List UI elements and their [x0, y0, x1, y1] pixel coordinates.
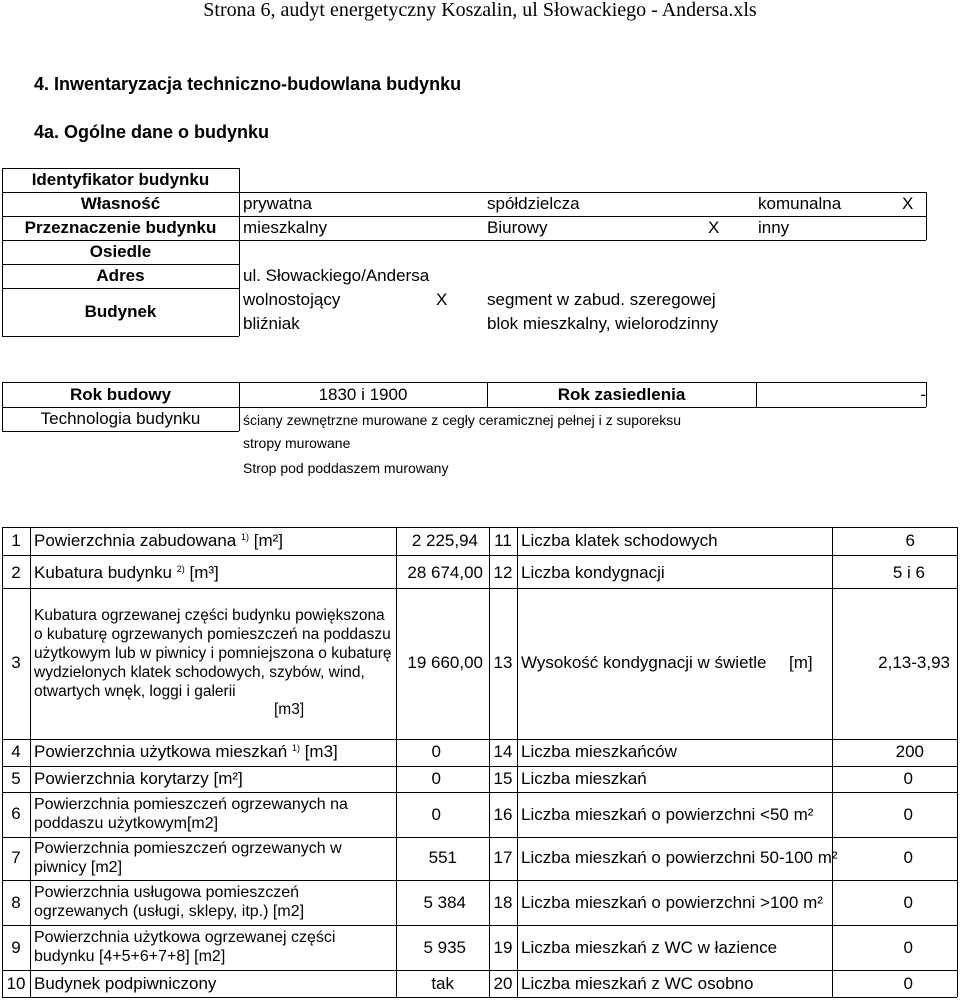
row-4-value: 0 [431, 742, 441, 761]
row-6-value: 0 [431, 805, 441, 824]
row-4-label: Powierzchnia użytkowa mieszkań $^{1)}$ [m3] [34, 742, 338, 761]
row-11-value: 6 [905, 531, 915, 550]
row-12-label: Liczba kondygnacji [521, 563, 665, 582]
row-13-number: 13 [493, 653, 513, 672]
row-20-number: 20 [493, 974, 513, 993]
row-3-number: 3 [11, 653, 21, 672]
row-20-label: Liczba mieszkań z WC osobno [521, 974, 754, 993]
row-2-value: 28 674,00 [407, 563, 483, 582]
row-5-label: Powierzchnia korytarzy [m²] [34, 769, 243, 788]
row-11-number: 11 [494, 531, 512, 550]
row-16-number: 16 [493, 805, 513, 824]
row-5-value: 0 [431, 769, 441, 788]
rok-budowy-value: 1830 i 1900 [318, 385, 408, 404]
row-18-value: 0 [903, 893, 913, 912]
row-16-value: 0 [903, 805, 913, 824]
wlasnosc-label: Własność [80, 194, 161, 213]
row-10-value: tak [431, 974, 454, 993]
budynek-blizniak: bliźniak [243, 314, 300, 333]
row-2-label: Kubatura budynku $^{2)}$ [m³] [34, 563, 219, 582]
technologia-label: Technologia budynku [40, 409, 201, 428]
rok-zasiedlenia-value: - [920, 385, 926, 404]
row-14-label: Liczba mieszkańców [521, 742, 677, 761]
adres-value: ul. Słowackiego/Andersa [243, 266, 430, 285]
row-14-number: 14 [493, 742, 513, 761]
row-11-label: Liczba klatek schodowych [521, 531, 718, 550]
budynek-blok: blok mieszkalny, wielorodzinny [487, 314, 719, 333]
row-14-value: 200 [895, 742, 924, 761]
row-8-number: 8 [11, 893, 21, 912]
row-12-value: 5 i 6 [892, 563, 925, 582]
przeznaczenie-biurowy-mark: X [708, 218, 720, 237]
row-1-label: Powierzchnia zabudowana $^{1)}$ [m²] [34, 531, 284, 550]
row-19-value: 0 [903, 938, 913, 957]
row-6-label: Powierzchnia pomieszczeń ogrzewanych na poddaszu użytkowym[m2] [34, 796, 348, 832]
row-5-number: 5 [11, 769, 21, 788]
budynek-wolnostojacy-mark: X [436, 290, 448, 309]
wlasnosc-komunalna-mark: X [902, 194, 914, 213]
przeznaczenie-mieszkalny: mieszkalny [243, 218, 328, 237]
row-15-number: 15 [493, 769, 513, 788]
row-1-number: 1 [11, 531, 21, 550]
row-17-label: Liczba mieszkań o powierzchni 50-100 m² [521, 848, 838, 867]
row-15-label: Liczba mieszkań [521, 769, 647, 788]
technologia-line-3: Strop pod poddaszem murowany [243, 460, 449, 476]
row-13-unit: [m] [789, 653, 813, 672]
row-20-value: 0 [903, 974, 913, 993]
row-16-label: Liczba mieszkań o powierzchni <50 m² [521, 805, 814, 824]
przeznaczenie-label: Przeznaczenie budynku [24, 218, 217, 237]
row-19-number: 19 [493, 938, 513, 957]
rok-budowy-label: Rok budowy [69, 385, 172, 404]
row-7-value: 551 [428, 848, 457, 867]
section-title: 4. Inwentaryzacja techniczno-budowlana budynku [34, 74, 462, 94]
wlasnosc-prywatna: prywatna [243, 194, 312, 213]
wlasnosc-spoldzielcza: spółdzielcza [487, 194, 580, 213]
budynek-segment: segment w zabud. szeregowej [487, 290, 716, 309]
adres-label: Adres [96, 266, 145, 285]
row-7-number: 7 [11, 848, 21, 867]
technologia-line-1: ściany zewnętrzne murowane z cegły ceramicznej pełnej i z suporeksu [243, 412, 682, 428]
wlasnosc-komunalna: komunalna [758, 194, 842, 213]
row-17-number: 17 [493, 848, 513, 867]
row-3-label: Kubatura ogrzewanej części budynku powiększona o kubaturę ogrzewanych pomieszczeń na poddaszu użytkowym lub w piwnicy i pomniejszona o kubaturę wydzielonych klatek schodowych, szybów, wind, otwartych wnęk, loggi i galerii [34, 607, 392, 700]
row-8-label: Powierzchnia usługowa pomieszczeń ogrzewanych (usługi, sklepy, itp.) [m2] [34, 884, 305, 920]
subsection-title: 4a. Ogólne dane o budynku [34, 122, 270, 142]
przeznaczenie-inny: inny [758, 218, 790, 237]
row-9-number: 9 [11, 938, 21, 957]
row-4-number: 4 [11, 742, 21, 761]
row-18-label: Liczba mieszkań o powierzchni >100 m² [521, 893, 823, 912]
rok-zasiedlenia-label: Rok zasiedlenia [557, 385, 686, 404]
row-18-number: 18 [493, 893, 513, 912]
row-9-label: Powierzchnia użytkowa ogrzewanej części budynku [4+5+6+7+8] [m2] [34, 929, 336, 965]
row-15-value: 0 [903, 769, 913, 788]
row-13-label: Wysokość kondygnacji w świetle [521, 653, 767, 672]
row-10-label: Budynek podpiwniczony [34, 974, 217, 993]
row-19-label: Liczba mieszkań z WC w łazience [521, 938, 778, 957]
row-2-number: 2 [11, 563, 21, 582]
row-7-label: Powierzchnia pomieszczeń ogrzewanych w piwnicy [m2] [34, 840, 342, 876]
osiedle-label: Osiedle [89, 242, 152, 261]
row-3-unit: [m3] [274, 701, 305, 718]
row-10-number: 10 [6, 974, 26, 993]
row-12-number: 12 [493, 563, 513, 582]
row-8-value: 5 384 [423, 893, 466, 912]
przeznaczenie-biurowy: Biurowy [487, 218, 548, 237]
row-13-value: 2,13-3,93 [878, 653, 950, 672]
budynek-wolnostojacy: wolnostojący [243, 290, 341, 309]
technologia-line-2: stropy murowane [243, 435, 351, 451]
page-header: Strona 6, audyt energetyczny Koszalin, ul Słowackiego - Andersa.xls [203, 0, 757, 21]
row-3-value: 19 660,00 [407, 653, 483, 672]
row-6-number: 6 [11, 804, 21, 823]
budynek-label: Budynek [84, 302, 157, 321]
row-9-value: 5 935 [423, 938, 466, 957]
ident-header: Identyfikator budynku [31, 170, 210, 189]
row-17-value: 0 [903, 848, 913, 867]
row-1-value: 2 225,94 [411, 531, 478, 550]
